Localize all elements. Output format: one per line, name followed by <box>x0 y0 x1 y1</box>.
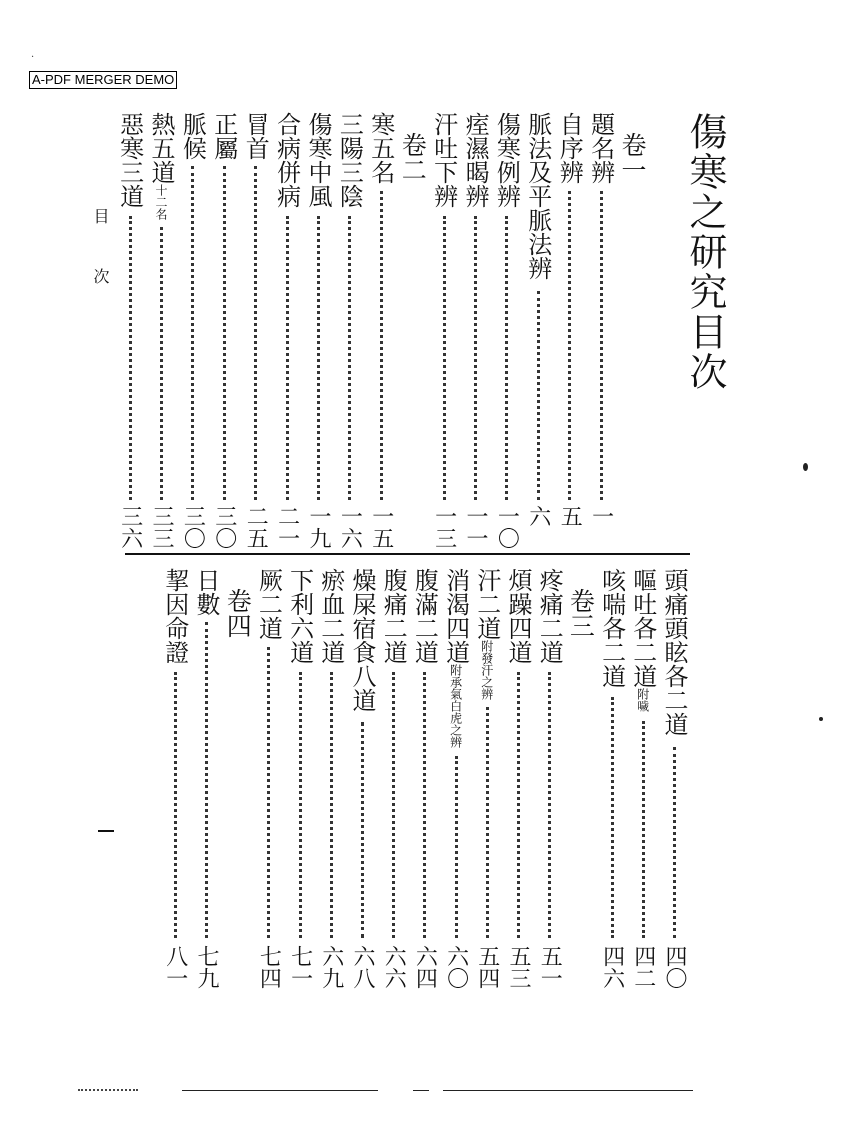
toc-page-number: 三三 <box>149 505 174 549</box>
toc-entry-title <box>285 568 314 664</box>
toc-leader-dots <box>642 721 645 938</box>
toc-entry-title <box>350 568 374 712</box>
toc-entry-title <box>178 112 207 160</box>
footer-rule <box>443 1090 693 1091</box>
toc-entry-text: 消渴四道 <box>441 568 470 664</box>
toc-page-number: 六九 <box>318 945 344 989</box>
toc-entry-text: 腹痛二道 <box>379 568 408 664</box>
toc-entry-title <box>272 112 301 208</box>
toc-leader-dots <box>486 707 489 938</box>
scan-speck <box>819 717 823 721</box>
toc-leader-dots <box>537 291 540 500</box>
toc-entry-text: 咳喘各二道 <box>597 568 626 688</box>
toc-entry-text: 三陽三陰 <box>335 112 364 208</box>
section-divider <box>125 553 690 555</box>
toc-entry-title <box>316 568 345 664</box>
toc-page-number: 七四 <box>256 945 282 989</box>
toc-leader-dots <box>455 756 458 938</box>
toc-leader-dots <box>299 672 302 938</box>
toc-page-number: 三六 <box>117 505 143 549</box>
toc-page-number: 五 <box>557 505 583 527</box>
toc-page-number: 一〇 <box>494 505 520 549</box>
volume-heading: 卷三 <box>566 588 596 638</box>
toc-entry-text: 燥屎宿食八道 <box>348 568 376 712</box>
book-title: 傷寒之研究目次 <box>683 112 727 392</box>
toc-entry-note: 附發汗之辨 <box>479 640 494 700</box>
toc-leader-dots <box>160 227 163 500</box>
toc-page-number: 一三 <box>431 505 457 549</box>
toc-entry-text: 脈法及平脈法辨 <box>523 112 552 280</box>
page-number <box>98 830 114 832</box>
toc-entry-text: 傷寒中風 <box>304 112 332 208</box>
toc-leader-dots <box>443 216 446 500</box>
toc-entry-title <box>441 568 470 748</box>
toc-leader-dots <box>600 191 603 500</box>
toc-entry-note: 附承氣白虎之辨 <box>448 664 463 748</box>
toc-page-number: 六〇 <box>443 945 469 989</box>
toc-entry-title <box>472 568 501 700</box>
toc-page-number: 二五 <box>243 505 269 549</box>
toc-entry-text: 日數 <box>192 568 220 616</box>
toc-entry-title <box>506 568 530 664</box>
toc-page-number: 二一 <box>274 505 300 549</box>
toc-entry-text: 正屬 <box>209 112 238 160</box>
toc-leader-dots <box>423 672 426 938</box>
toc-entry-text: 疼痛二道 <box>535 568 564 664</box>
toc-page-number: 六六 <box>381 945 407 989</box>
toc-leader-dots <box>392 672 395 938</box>
footer-rule <box>413 1090 429 1091</box>
toc-entry-text: 下利六道 <box>285 568 314 664</box>
side-label-mu: 目 <box>91 208 110 224</box>
toc-entry-text: 汗吐下辨 <box>429 112 458 208</box>
toc-entry-note: 十二名 <box>154 184 168 220</box>
toc-entry-title <box>429 112 458 208</box>
toc-leader-dots <box>673 747 676 938</box>
toc-page-number: 六 <box>525 505 551 527</box>
toc-entry-text: 傷寒例辨 <box>492 112 521 208</box>
toc-entry-title <box>597 568 626 688</box>
toc-entry-text: 嘔吐各二道 <box>628 568 657 688</box>
toc-entry-title <box>254 568 283 640</box>
toc-entry-title <box>194 568 218 616</box>
toc-entry-text: 合病併病 <box>272 112 301 208</box>
toc-entry-title <box>209 112 238 160</box>
toc-entry-text: 惡寒三道 <box>115 112 144 208</box>
toc-page-number: 四二 <box>630 945 656 989</box>
toc-entry-text: 頭痛頭眩各二道 <box>660 568 688 736</box>
volume-heading: 卷四 <box>223 588 253 638</box>
page-number-text <box>0 0 1 1</box>
toc-leader-dots <box>474 216 477 500</box>
toc-leader-dots <box>361 722 364 938</box>
toc-leader-dots <box>174 672 177 938</box>
toc-entry-text: 厥二道 <box>254 568 283 640</box>
toc-leader-dots <box>267 647 270 938</box>
toc-entry-text: 自序辨 <box>555 112 584 184</box>
toc-leader-dots <box>380 191 383 500</box>
toc-entry-text: 題名辨 <box>586 112 615 184</box>
volume-heading: 卷二 <box>398 132 428 182</box>
volume-heading: 卷一 <box>618 132 647 182</box>
toc-entry-title <box>366 112 395 184</box>
toc-entry-title <box>555 112 584 184</box>
toc-entry-title <box>586 112 615 184</box>
toc-entry-text: 瘀血二道 <box>316 568 345 664</box>
toc-page-number: 六八 <box>350 945 375 989</box>
toc-page-number: 四六 <box>599 945 625 989</box>
toc-entry-title <box>306 112 330 208</box>
toc-entry-title <box>463 112 487 208</box>
scan-speck: · <box>31 52 35 63</box>
toc-page-number: 一六 <box>337 505 363 549</box>
toc-leader-dots <box>317 216 320 500</box>
toc-leader-dots <box>505 216 508 500</box>
toc-entry-title <box>335 112 364 208</box>
toc-entry-title <box>523 112 552 280</box>
toc-leader-dots <box>548 672 551 938</box>
toc-entry-title <box>241 112 270 160</box>
toc-page-number: 五四 <box>474 945 500 989</box>
toc-entry-title <box>492 112 521 208</box>
toc-leader-dots <box>286 216 289 500</box>
toc-leader-dots <box>568 191 571 500</box>
toc-entry-title <box>410 568 439 664</box>
toc-entry-note: 附噦 <box>635 688 650 712</box>
toc-leader-dots <box>254 166 257 500</box>
toc-entry-title <box>535 568 564 664</box>
toc-entry-text: 寒五名 <box>366 112 395 184</box>
toc-entry-text: 熱五道 <box>147 112 175 184</box>
toc-entry-text: 煩躁四道 <box>504 568 532 664</box>
toc-leader-dots <box>205 622 208 938</box>
footer-rule <box>182 1090 378 1091</box>
toc-page-number: 八一 <box>162 945 188 989</box>
toc-page-number: 一五 <box>368 505 394 549</box>
toc-leader-dots <box>191 166 194 500</box>
toc-page-number: 六四 <box>412 945 438 989</box>
side-label-ci: 次 <box>91 268 110 284</box>
toc-page-number: 七九 <box>194 945 219 989</box>
toc-leader-dots <box>223 166 226 500</box>
toc-entry-text: 腹滿二道 <box>410 568 439 664</box>
toc-leader-dots <box>330 672 333 938</box>
toc-entry-title <box>149 112 173 220</box>
toc-page-number: 一 <box>588 505 614 527</box>
toc-page-number: 一九 <box>306 505 331 549</box>
toc-entry-title <box>662 568 686 736</box>
toc-entry-text: 痓濕暍辨 <box>461 112 489 208</box>
toc-page-number: 一一 <box>463 505 488 549</box>
toc-entry-text: 脈候 <box>178 112 207 160</box>
toc-entry-title <box>115 112 144 208</box>
watermark-label: A-PDF MERGER DEMO <box>29 71 177 89</box>
toc-page-number: 三〇 <box>211 505 237 549</box>
toc-leader-dots <box>129 216 132 500</box>
toc-leader-dots <box>611 697 614 938</box>
toc-entry-text: 冒首 <box>241 112 270 160</box>
toc-page-number: 五一 <box>537 945 563 989</box>
toc-page-number: 四〇 <box>662 945 687 989</box>
toc-entry-text: 汗二道 <box>472 568 501 640</box>
toc-page-number: 五三 <box>506 945 531 989</box>
toc-entry-title <box>379 568 408 664</box>
toc-leader-dots <box>517 672 520 938</box>
footer-rule <box>78 1089 138 1091</box>
scan-speck <box>803 463 808 471</box>
toc-entry-title <box>160 568 189 664</box>
toc-entry-title <box>628 568 657 712</box>
toc-page-number: 三〇 <box>180 505 206 549</box>
toc-leader-dots <box>348 216 351 500</box>
toc-page-number: 七一 <box>287 945 313 989</box>
toc-entry-text: 挈因命證 <box>160 568 189 664</box>
